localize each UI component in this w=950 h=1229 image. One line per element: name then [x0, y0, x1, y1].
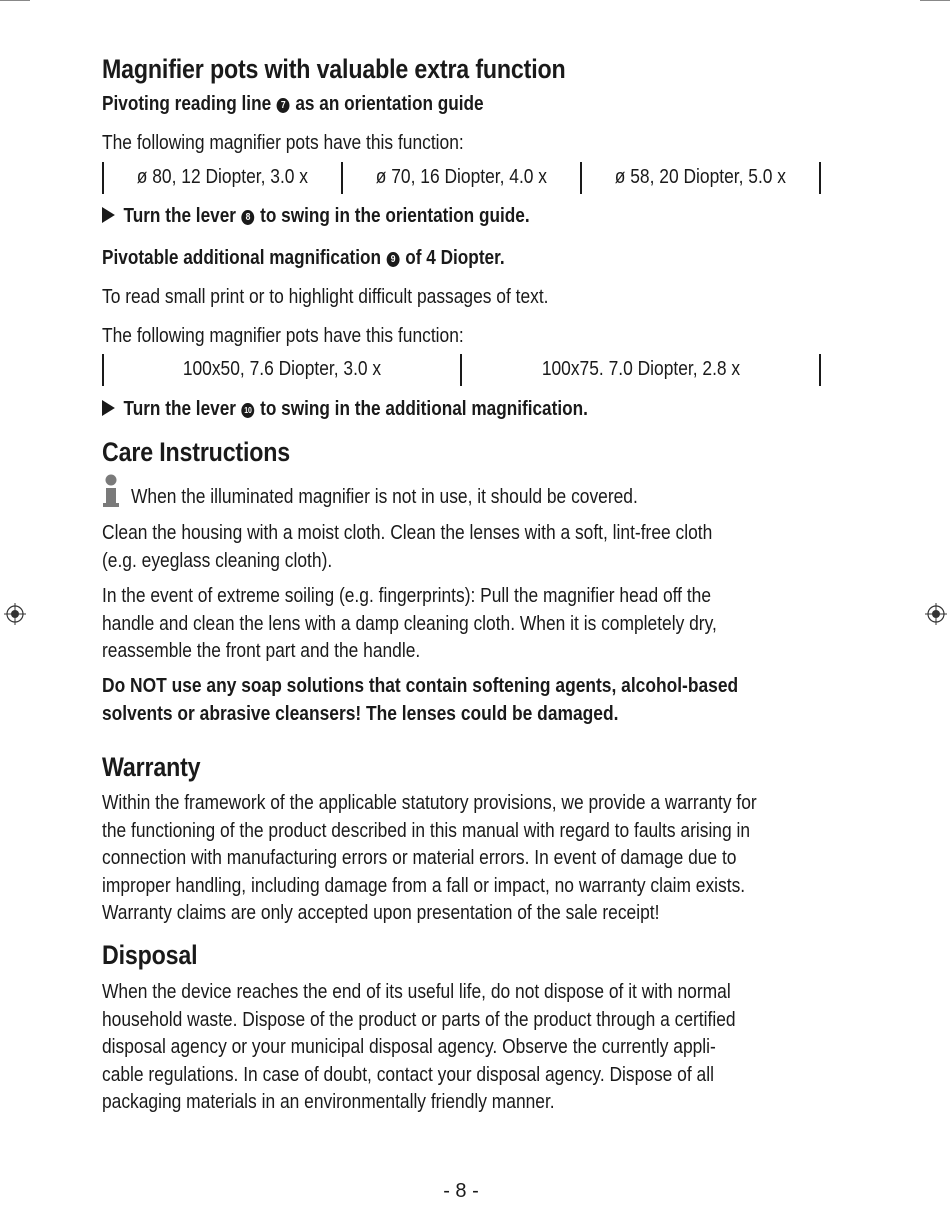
table-cell: 100x50, 7.6 Diopter, 3.0 x [182, 358, 382, 380]
crop-mark-right [920, 0, 950, 1]
table-cell: ø 58, 20 Diopter, 5.0 x [614, 166, 787, 188]
reference-number-badge: 10 [242, 403, 255, 418]
care-warning: Do NOT use any soap solutions that contain softening agents, alcohol-based solvents or abrasive cleansers! The lenses could be damaged. [102, 675, 739, 725]
reference-number-badge: 7 [277, 98, 290, 113]
table-cell: ø 80, 12 Diopter, 3.0 x [136, 166, 309, 188]
arrow-bullet-icon [102, 400, 115, 416]
intro-text: The following magnifier pots have this function: [102, 325, 464, 347]
table-cell: ø 70, 16 Diopter, 4.0 x [375, 166, 548, 188]
section-title-magnifier: Magnifier pots with valuable extra function [102, 54, 566, 84]
warranty-paragraph: Within the framework of the applicable statutory provisions, we provide a warranty for the functioning of the product described in this manual with regard to faults arising in connection with manufacturing errors or material errors. In event of damage due to improper handling, including damage from a fall or impact, no warranty claim exists. Warranty claims are only accepted upon presentation of the sale receipt! [102, 792, 757, 924]
care-paragraph: Clean the housing with a moist cloth. Clean the lenses with a soft, lint-free cloth (e.g. eyeglass cleaning cloth). [102, 522, 713, 572]
intro-text: The following magnifier pots have this function: [102, 132, 464, 154]
page-number: - 8 - [443, 1180, 479, 1202]
section-title-care: Care Instructions [102, 437, 291, 467]
subtitle-text: as an orientation guide [295, 93, 484, 115]
section-title-disposal: Disposal [102, 940, 198, 970]
instruction-orientation-guide: Turn the lever 8 to swing in the orientation guide. [102, 205, 530, 228]
table-divider [819, 354, 821, 386]
reference-number-badge: 8 [242, 210, 255, 225]
subtitle-text: Pivoting reading line [102, 93, 272, 115]
section-title-warranty: Warranty [102, 752, 201, 782]
purpose-text: To read small print or to highlight difficult passages of text. [102, 286, 549, 308]
table-divider [819, 162, 821, 194]
instruction-additional-magnification: Turn the lever 10 to swing in the additional magnification. [102, 398, 588, 421]
care-note: When the illuminated magnifier is not in use, it should be covered. [131, 486, 638, 508]
registration-mark-icon [4, 603, 26, 625]
care-paragraph: In the event of extreme soiling (e.g. fingerprints): Pull the magnifier head off the handle and clean the lens with a damp cleaning cloth. When it is completely dry, reassemble the front part and the handle. [102, 585, 717, 662]
crop-mark-left [0, 0, 30, 1]
info-icon [102, 474, 120, 508]
disposal-paragraph: When the device reaches the end of its useful life, do not dispose of it with normal household waste. Dispose of the product or parts of the product through a certified disposal agency or your municipal disposal agency. Observe the currently appli- cable regulations. In case of doubt, contact your disposal agency. Dispose of all packaging materials in an environmentally friendly manner. [102, 981, 736, 1113]
reference-number-badge: 9 [387, 252, 400, 267]
subtitle-additional-magnification: Pivotable additional magnification 9 of 4 Diopter. [102, 247, 505, 269]
arrow-bullet-icon [102, 207, 115, 223]
subtitle-reading-line [102, 93, 484, 116]
table-cell: 100x75. 7.0 Diopter, 2.8 x [541, 358, 740, 380]
registration-mark-icon [925, 603, 947, 625]
